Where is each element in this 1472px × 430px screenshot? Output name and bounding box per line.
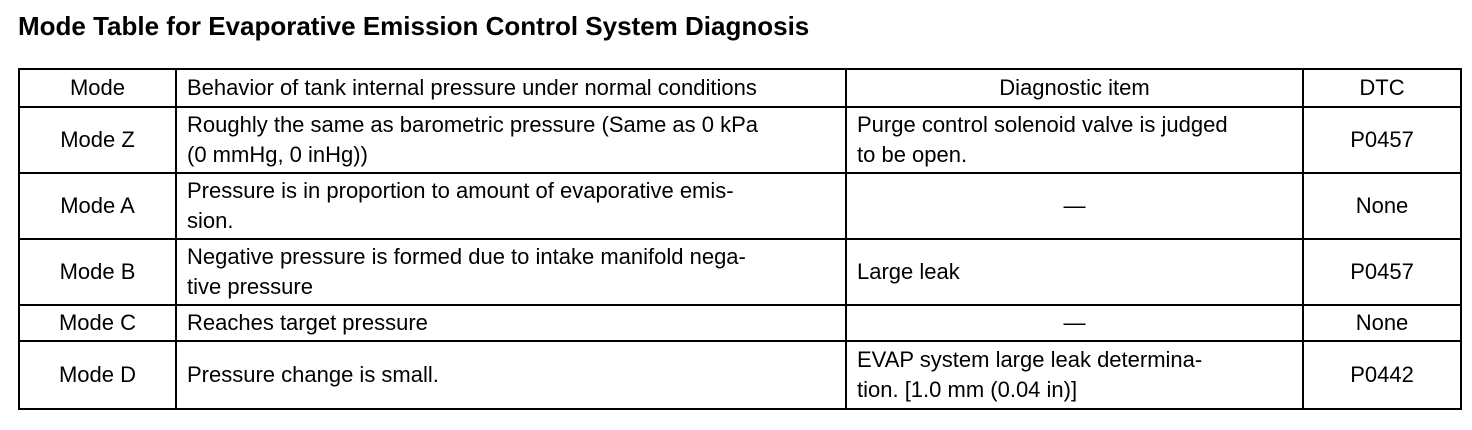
cell-mode: Mode A — [19, 173, 176, 239]
table-row — [19, 305, 1461, 341]
table-row — [19, 107, 1461, 173]
cell-mode: Mode B — [19, 239, 176, 305]
cell-dtc: P0457 — [1303, 239, 1461, 305]
cell-mode: Mode D — [19, 341, 176, 409]
cell-text-line: to be open. — [857, 142, 968, 167]
cell-text-line: tive pressure — [187, 274, 313, 299]
cell-text-line: — — [1063, 193, 1086, 218]
cell-behavior — [176, 239, 846, 305]
mode-table — [18, 68, 1462, 410]
cell-behavior — [176, 173, 846, 239]
page-title: Mode Table for Evaporative Emission Control System Diagnosis — [18, 11, 810, 41]
cell-text-line: — — [1063, 310, 1086, 335]
cell-text-line: EVAP system large leak determina- — [857, 347, 1203, 372]
cell-dtc: None — [1303, 305, 1461, 341]
cell-behavior — [176, 107, 846, 173]
cell-behavior — [176, 305, 846, 341]
table-row — [19, 341, 1461, 409]
header-behavior: Behavior of tank internal pressure under normal conditions — [176, 69, 846, 107]
cell-text-line: Pressure is in proportion to amount of evaporative emis- — [187, 178, 734, 203]
cell-diagnostic-item — [846, 239, 1303, 305]
cell-diagnostic-item — [846, 305, 1303, 341]
cell-dtc: None — [1303, 173, 1461, 239]
header-mode: Mode — [19, 69, 176, 107]
cell-text-line: Negative pressure is formed due to intake manifold nega- — [187, 244, 746, 269]
cell-mode: Mode Z — [19, 107, 176, 173]
cell-text-line: sion. — [187, 208, 234, 233]
cell-text-line: Roughly the same as barometric pressure (Same as 0 kPa — [187, 112, 759, 137]
cell-text-line: Purge control solenoid valve is judged — [857, 112, 1228, 137]
cell-diagnostic-item — [846, 341, 1303, 409]
cell-text-line: Pressure change is small. — [187, 362, 439, 387]
header-diagnostic-item: Diagnostic item — [846, 69, 1303, 107]
table-row — [19, 239, 1461, 305]
cell-mode: Mode C — [19, 305, 176, 341]
cell-text-line: Large leak — [857, 259, 960, 284]
cell-diagnostic-item — [846, 173, 1303, 239]
cell-diagnostic-item — [846, 107, 1303, 173]
cell-text-line: Reaches target pressure — [187, 310, 428, 335]
table-header-row — [19, 69, 1461, 107]
cell-dtc: P0457 — [1303, 107, 1461, 173]
cell-dtc: P0442 — [1303, 341, 1461, 409]
header-dtc: DTC — [1303, 69, 1461, 107]
cell-text-line: tion. [1.0 mm (0.04 in)] — [857, 377, 1078, 402]
table-row — [19, 173, 1461, 239]
cell-behavior — [176, 341, 846, 409]
cell-text-line: (0 mmHg, 0 inHg)) — [187, 142, 368, 167]
